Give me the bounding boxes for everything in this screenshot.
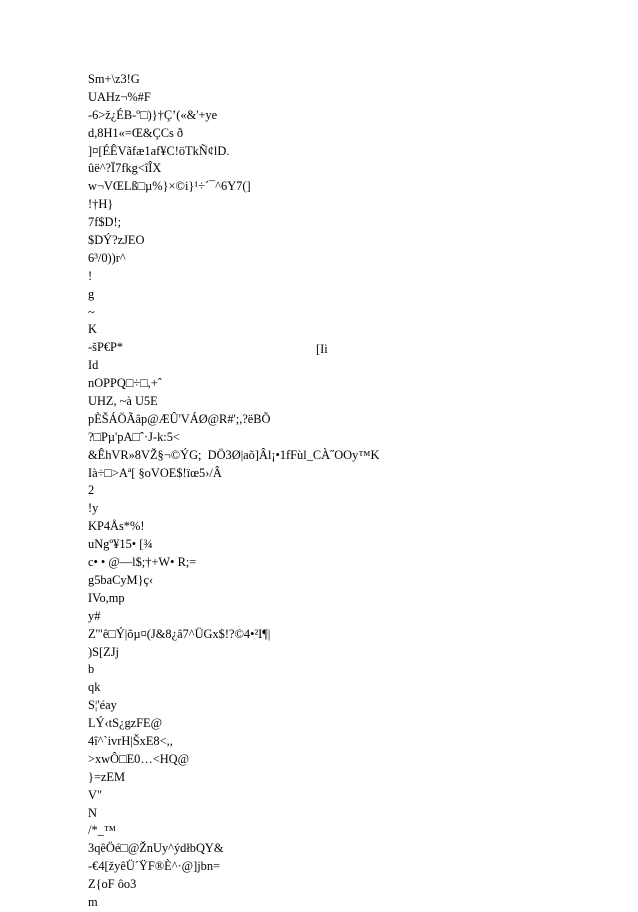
text-line: )S[ZJj — [88, 644, 119, 659]
text-line: 4î^`ivrH|ŠxE8<,, — [88, 733, 173, 748]
text-line: c• • @—l$;†+W• R;= — [88, 555, 197, 570]
text-line: IVo,mp — [88, 590, 125, 605]
text-line: ~ — [88, 304, 95, 319]
text-line: >xwÔ□E0…<HQ@ — [88, 751, 190, 766]
text-line: Sm+\z3!G — [88, 72, 140, 86]
text-line: UHZ, ~à U5E — [88, 394, 158, 409]
text-line: 2 — [88, 483, 95, 498]
text-line: &ÊhVR»8VŽ§¬©ÝG; DÖ3Ø|aõ]Âl¡•1fFùl_CÀ˝OOy™K — [88, 447, 380, 462]
text-line: 6³/0))r^ — [88, 250, 126, 265]
text-line: d,8H1«=Œ&ÇCs ð — [88, 125, 184, 140]
text-line: KP4Ås*%! — [88, 519, 145, 534]
text-line: UAHz¬%#F — [88, 89, 151, 104]
text-line: !y — [88, 501, 99, 516]
text-line: Z{oF ôo3 — [88, 877, 137, 892]
text-line: $DÝ?zJEO — [88, 233, 145, 248]
text-line: ?□Pµ'pA□ˆ·J-k:5< — [88, 429, 180, 444]
text-line: Ià÷□>Aª[ §oVOE$!ïœ5›/Â — [88, 465, 222, 480]
text-line: Id — [88, 358, 99, 373]
text-line: pÈŠÁÖÃâp@ÆÛ'VÁØ@R#';,?ëBÕ — [88, 411, 271, 426]
text-line: -šP€P* — [88, 340, 124, 355]
text-line: V" — [88, 787, 103, 802]
text-line: w¬VŒLß□µ%}×©i}¹÷´¯^6Y7(] — [88, 179, 251, 194]
text-line: -6>ž¿ÉB-º□)}†Ç’(«&'+ye — [88, 107, 218, 122]
text-line: qk — [88, 680, 101, 695]
text-line: g5baCyM}ç‹ — [88, 572, 154, 587]
text-line: S¦'éay — [88, 698, 117, 713]
document-text — [88, 71, 608, 912]
text-line: }=zEM — [88, 769, 126, 784]
text-line: uNgº¥15• [¾ — [88, 537, 153, 552]
text-line: ûë^?Ï7fkg<îÎX — [88, 161, 162, 176]
text-line: K — [88, 322, 97, 337]
text-line: N — [88, 805, 97, 820]
text-line: -€4[žyêÜ´ŸF®È^·@]jbn= — [88, 859, 221, 874]
text-line: y# — [88, 608, 101, 623]
text-line: !†H} — [88, 197, 114, 212]
text-line: LÝ‹tS¿gzFE@ — [88, 716, 163, 731]
text-line: g — [88, 286, 95, 301]
text-line: ]¤[ÉÊVãfæ1af¥C!öTkÑ¢lD. — [88, 143, 230, 158]
text-line: Z'"ê□Ý|õµ¤(J&8¿â7^ÜGx$!?©4•²I¶| — [88, 626, 271, 641]
text-line: /*_™ — [88, 823, 116, 838]
text-line: nOPPQ□÷□,+ˆ — [88, 376, 162, 391]
text-line: m — [88, 894, 98, 909]
aside-text: [Ii — [316, 342, 328, 356]
text-line: 3qêÖé□@ŽnUy^ýdłbQY& — [88, 841, 224, 856]
text-line: 7f$D!; — [88, 215, 122, 230]
text-line: ! — [88, 268, 93, 283]
text-line: b — [88, 662, 95, 677]
